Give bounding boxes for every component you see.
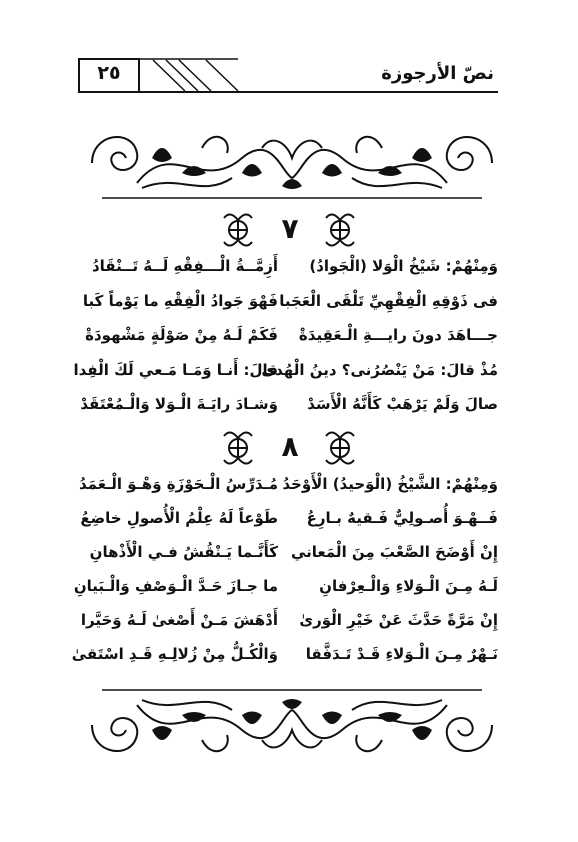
verse-right: إِنْ مَرَّةً حَدَّثَ عَنْ خَيْرِ الْوَرىٰ [299,611,498,629]
verse-right: فَــهْـوَ أُصـولِيٌّ فَـقيهٌ بـارِعُ [306,509,498,527]
verse-left: أَزِمَّــةُ الْـــفِقْهِ لَــهُ تَــنْقَادُ [91,257,278,275]
floral-ornament-icon [216,426,260,470]
verse-right: فى ذَوْقِهِ الْفِقْهِيِّ تَلْقَى الْعَجَبا [279,292,498,310]
verse-left: مُـدَرِّسُ الْـحَوْزَةِ وَهْـوَ الْـعَمَدُ [78,475,278,493]
floral-ornament-icon [318,208,362,252]
section-number: ٨ [281,430,299,463]
floral-ornament-icon [318,426,362,470]
verse-right: صالَ وَلَمْ يَرْهَبْ كَأَنَّهُ الْأَسَدْ [307,395,498,413]
verse-right: وَمِنْهُمْ: الشَّيْخُ (الْوَحيدُ) الْأَوْحَدُ [282,475,498,493]
verse-left: ما جـازَ حَـدَّ الْـوَصْفِ وَالْـبَيانِ [73,577,278,595]
bottom-ornament-border [82,680,502,770]
verse-left: فَكَمْ لَـهُ مِنْ صَوْلَةٍ مَشْهودَةْ [85,326,278,344]
floral-ornament-icon [216,208,260,252]
verse-right: نَـهْرٌ مِـنَ الْـوَلاءِ قَـدْ تَـدَفَّقا [305,645,498,663]
top-ornament-border [82,118,502,208]
section-number: ٧ [281,212,299,245]
verse-left: أَدْهَشَ مَـنْ أَصْغىٰ لَـهُ وَحَيَّرا [80,611,278,629]
verse-left: وَالْكُـلُّ مِنْ زُلالِـهِ قَـدِ اسْتَقىٰ [71,645,278,663]
verse-right: جـــاهَدَ دونَ رايـــةِ الْـعَقِيدَةْ [298,326,498,344]
section-8-heading [210,426,370,476]
verse-right: مُذْ قالَ: مَنْ يَنْصُرُنى؟ دينُ الْهُدىٰ [261,361,498,379]
verse-left: وَشـادَ رايَـةَ الْـوَلا وَالْـمُعْتَقَدْ [80,395,278,413]
verse-left: كَأَنَّـما يَـنْقُشُ فـي الْأَذْهانِ [89,543,278,561]
verse-right: وَمِنْهُمْ: شَيْخُ الْوَلا (الْجَوادُ) [309,257,498,275]
verse-left: قالَ: أَنـا وَمَـا مَـعي لَكَ الْفِدا [73,361,278,379]
running-title: نصّ الأرجوزة [381,63,494,84]
verse-left: طَوْعاً لَهُ عِلْمُ الْأُصولِ خاضِعُ [80,509,278,527]
verse-right: لَـهُ مِـنَ الْـوَلاءِ وَالْـعِرْفانِ [319,577,498,595]
verse-left: فَهْوَ جَوادُ الْفِقْهِ ما يَوْماً كَبا [82,292,278,310]
section-7-heading [210,208,370,258]
page-number: ٢٥ [97,62,121,84]
verse-right: إِنْ أَوْضَحَ الصَّعْبَ مِنَ الْمَعاني [290,543,498,561]
page-header [78,58,498,94]
